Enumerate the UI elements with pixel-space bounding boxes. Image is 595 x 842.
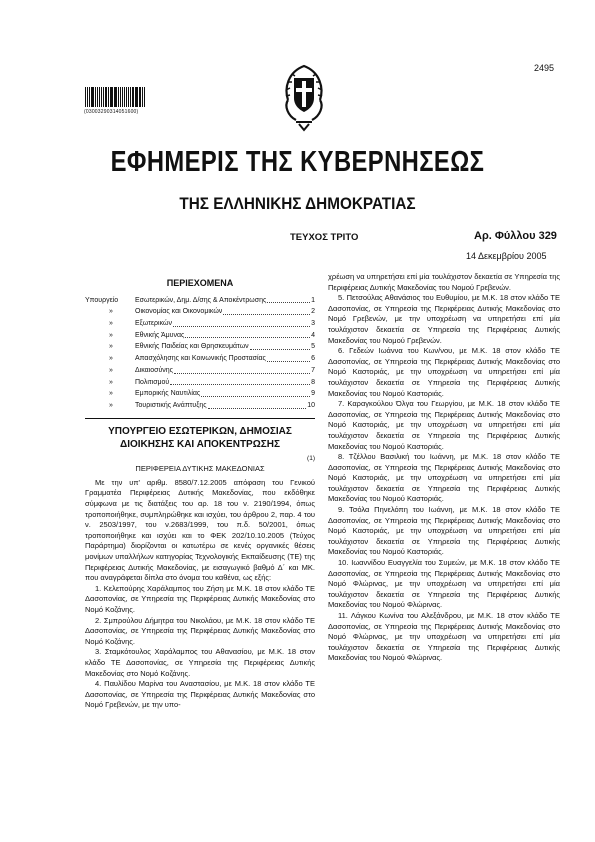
toc-entry [85,400,315,412]
right-column [328,272,560,664]
toc-entry [85,377,315,389]
toc-entry-page: 7 [311,366,315,374]
issue-label: ΤΕΥΧΟΣ ΤΡΙΤΟ [290,232,359,243]
toc-entry-page: 9 [311,390,315,398]
toc-ministry-label: » [109,331,113,339]
toc-entry-label: Εσωτερικών, Δημ. Δ/σης & Αποκέντρωσης [135,296,267,304]
toc-entry-page: 2 [311,308,315,316]
section-heading-line2: ΔΙΟΙΚΗΣΗΣ ΚΑΙ ΑΠΟΚΕΝΤΡΩΣΗΣ [120,438,280,450]
toc-entry [85,295,315,307]
toc-ministry-label: » [109,355,113,363]
appointment-item: 11. Λάγκου Κωνίνα του Αλεξάνδρου, με Μ.Κ. 18 στον κλάδο ΤΕ Δασοπονίας, σε Υπηρεσία της Περιφέρειας Δυτικής Μακεδονίας στο Νομό Φλώρινας, με την υποχρέωση να υπηρετήσει επί μία τουλάχιστον δεκαετία σε Υπηρεσία της Περιφέρειας Δυτικής Μακεδονίας του Νομού Φλώρινας. [328,611,560,663]
toc-entry [85,330,315,342]
toc-entry-page: 6 [311,355,315,363]
barcode [85,80,145,107]
toc-entry-label: Απασχόλησης και Κοινωνικής Προστασίας [135,355,266,363]
toc-entry-label: Εθνικής Παιδείας και Θρησκευμάτων [135,343,249,351]
toc-ministry-label: » [109,378,113,386]
toc-ministry-label: » [109,308,113,316]
toc-entry [85,388,315,400]
appointment-item: 4. Παυλίδου Μαρίνα του Αναστασίου, με Μ.Κ. 18 στον κλάδο ΤΕ Δασοπονίας, σε Υπηρεσία της Περιφέρειας Δυτικής Μακεδονίας στο Νομό Γρεβενών, με την υπο- [85,679,315,710]
toc-entry-page: 4 [311,331,315,339]
divider [85,418,315,419]
appointment-item: 9. Τσόλα Πηνελόπη του Ιωάννη, με Μ.Κ. 18 στον κλάδο ΤΕ Δασοπονίας, σε Υπηρεσία της Περιφέρειας Δυτικής Μακεδονίας στο Νομό Καστοριάς, με την υποχρέωση να υπηρετήσει επί μία τουλάχιστον δεκαετία σε Υπηρεσία της Περιφέρειας Δυτικής Μακεδονίας του Νομού Καστοριάς. [328,505,560,557]
appointment-item: 10. Ιωαννίδου Ευαγγελία του Συμεών, με Μ.Κ. 18 στον κλάδο ΤΕ Δασοπονίας, σε Υπηρεσία της Περιφέρειας Δυτικής Μακεδονίας στο Νομό Φλώρινας, με την υποχρέωση να υπηρετήσει επί μία τουλάχιστον δεκαετία σε Υπηρεσία της Περιφέρειας Δυτικής Μακεδονίας του Νομού Φλώρινας. [328,558,560,610]
appointment-item: 8. Τζέλλου Βασιλική του Ιωάννη, με Μ.Κ. 18 στον κλάδο ΤΕ Δασοπονίας, σε Υπηρεσία της Περιφέρειας Δυτικής Μακεδονίας στο Νομό Καστοριάς, με την υποχρέωση να υπηρετήσει επί μία τουλάχιστον δεκαετία σε Υπηρεσία της Περιφέρειας Δυτικής Μακεδονίας του Νομού Καστοριάς. [328,452,560,504]
appointment-item: 1. Κελεπούρης Χαράλαμπος του Ζήση με Μ.Κ. 18 στον κλάδο ΤΕ Δασοπονίας, σε Υπηρεσία της Περιφέρειας Δυτικής Μακεδονίας στο Νομό Κοζάνης. [85,583,315,614]
toc-entry-page: 10 [307,401,315,409]
page-number: 2495 [534,63,555,73]
gazette-subtitle: ΤΗΣ ΕΛΛΗΝΙΚΗΣ ΔΗΜΟΚΡΑΤΙΑΣ [179,194,416,213]
left-column [85,272,315,711]
toc-entry [85,341,315,353]
toc-entry [85,318,315,330]
table-of-contents [85,295,315,412]
toc-entry-label: Εθνικής Άμυνας [135,331,185,339]
toc-entry [85,365,315,377]
appointment-item: 6. Γεδεών Ιωάννα του Κων/νου, με Μ.Κ. 18 στον κλάδο ΤΕ Δασοπονίας, σε Υπηρεσία της Περιφέρειας Δυτικής Μακεδονίας στο Νομό Καστοριάς, με την υποχρέωση να υπηρετήσει επί μία τουλάχιστον δεκαετία σε Υπηρεσία της Περιφέρειας Δυτικής Μακεδονίας του Νομού Καστοριάς. [328,346,560,398]
toc-entry [85,353,315,365]
gazette-title: ΕΦΗΜΕΡΙΣ ΤΗΣ ΚΥΒΕΡΝΗΣΕΩΣ [110,146,485,178]
appointment-item: 5. Πετσούλας Αθανάσιος του Ευθυμίου, με Μ.Κ. 18 στον κλάδο ΤΕ Δασοπονίας, σε Υπηρεσία της Περιφέρειας Δυτικής Μακεδονίας στο Νομό Γρεβενών, με την υποχρέωση να υπηρετήσει επί μία τουλάχιστον δεκαετία σε Υπηρεσία της Περιφέρειας Δυτικής Μακεδονίας του Νομού Γρεβενών. [328,293,560,345]
appointment-item: 3. Σταμκότουλος Χαράλαμπος του Αθανασίου, με Μ.Κ. 18 στον κλάδο ΤΕ Δασοπονίας, σε Υπηρεσία της Περιφέρειας Δυτικής Μακεδονίας στο Νομό Κοζάνης. [85,647,315,678]
continuation-paragraph: χρέωση να υπηρετήσει επί μία τουλάχιστον δεκαετία σε Υπηρεσία της Περιφέρειας Δυτικής Μακεδονίας του Νομού Γρεβενών. [328,272,560,292]
toc-entry-label: Τουριστικής Ανάπτυξης [135,401,207,409]
toc-ministry-label: » [109,390,113,398]
toc-ministry-label: Υπουργείο [85,296,119,304]
appointment-list-right [328,293,560,664]
toc-ministry-label: » [109,366,113,374]
sheet-number: Αρ. Φύλλου 329 [474,230,557,242]
toc-entry-label: Εμπορικής Ναυτιλίας [135,390,201,398]
toc-entry-page: 1 [311,296,315,304]
toc-ministry-label: » [109,343,113,351]
appointment-list-left [85,584,315,711]
publication-date: 14 Δεκεμβρίου 2005 [466,251,547,261]
toc-entry-label: Εξωτερικών [135,320,172,327]
section-heading [85,425,315,451]
toc-heading: ΠΕΡΙΕΧΟΜΕΝΑ [166,278,234,288]
toc-entry-label: Οικονομίας και Οικονομικών [135,308,223,316]
toc-entry-page: 8 [311,378,315,386]
section-heading-line1: ΥΠΟΥΡΓΕΙΟ ΕΣΩΤΕΡΙΚΩΝ, ΔΗΜΟΣΙΑΣ [108,425,292,437]
decision-note: (1) [307,454,315,462]
coat-of-arms-emblem [282,60,326,137]
toc-entry-label: Πολιτισμού [135,378,170,386]
barcode-number: (03003290314051600) [84,109,139,115]
toc-ministry-label: » [109,401,113,409]
appointment-item: 7. Καραγκούλου Όλγα του Γεωργίου, με Μ.Κ. 18 στον κλάδο ΤΕ Δασοπονίας, σε Υπηρεσία της Περιφέρειας Δυτικής Μακεδονίας στο Νομό Καστοριάς, με την υποχρέωση να υπηρετήσει επί μία τουλάχιστον δεκαετία σε Υπηρεσία της Περιφέρειας Δυτικής Μακεδονίας του Νομού Καστοριάς. [328,399,560,451]
toc-entry-label: Δικαιοσύνης [135,366,174,374]
toc-entry-page: 3 [311,320,315,327]
region-heading: ΠΕΡΙΦΕΡΕΙΑ ΔΥΤΙΚΗΣ ΜΑΚΕΔΟΝΙΑΣ [135,464,265,474]
appointment-item: 2. Σμπρούλου Δήμητρα του Νικολάου, με Μ.Κ. 18 στον κλάδο ΤΕ Δασοπονίας, σε Υπηρεσία της Περιφέρειας Δυτικής Μακεδονίας στο Νομό Κοζάνης. [85,615,315,646]
toc-ministry-label: » [109,320,113,327]
toc-entry [85,306,315,318]
toc-entry-page: 5 [311,343,315,351]
intro-paragraph: Με την υπ' αριθμ. 8580/7.12.2005 απόφαση του Γενικού Γραμματέα Περιφέρειας Δυτικής Μακεδονίας, που εκδόθηκε σύμφωνα με τις διατάξεις του αρ. 18 του ν. 2190/1994, όπως τροποποιήθηκε, συμπληρώθηκε και ισχύει, του άρθρου 2, παρ. 4 του ν. 2503/1997, του ν.2683/1999, του π.δ. 50/2001, όπως τροποποιήθηκε και ισχύει και το ΦΕΚ 202/10.10.2005 (Τεύχος Παράρτημα) διορίζονται οι κατωτέρω σε κενές οργανικές θέσεις μονίμων υπαλλήλων κατηγορίας Τεχνολογικής Εκπαίδευσης (ΤΕ) της Περιφέρειας Δυτικής Μακεδονίας, με εισαγωγικό βαθμό Δ΄ και ΜΚ. που αναγράφεται δίπλα στο όνομα του καθένα, ως εξής: [85,477,315,583]
